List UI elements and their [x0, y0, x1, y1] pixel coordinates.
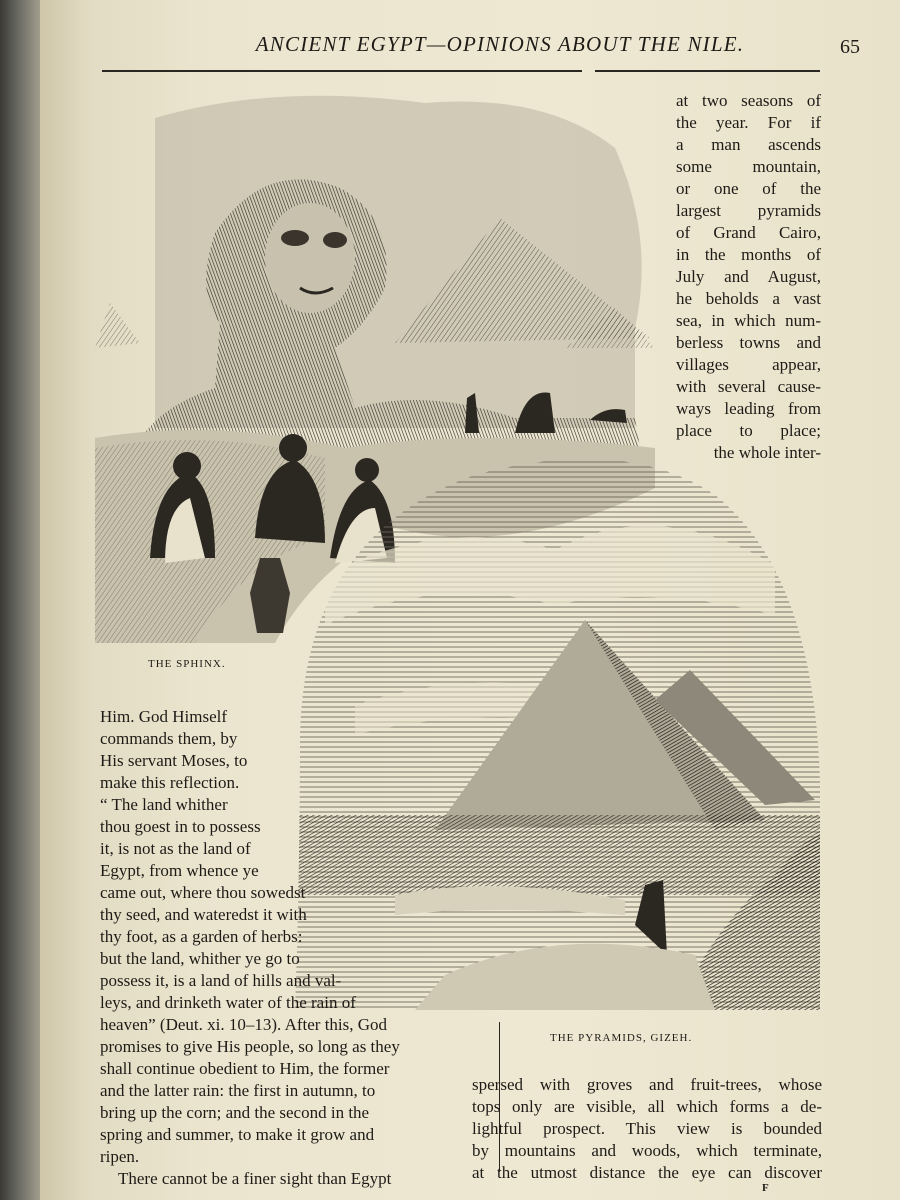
text-line: There cannot be a finer sight than Egypt	[118, 1169, 392, 1188]
text-line: thy seed, and wateredst it with	[100, 905, 307, 924]
text-line: promises to give His people, so long as they	[100, 1037, 400, 1056]
text-line: the whole inter-	[713, 443, 821, 462]
text-line: largest pyramids	[676, 201, 821, 220]
text-line: commands them, by	[100, 729, 238, 748]
text-line: some mountain,	[676, 157, 821, 176]
text-line: bring up the corn; and the second in the	[100, 1103, 370, 1122]
text-line: possess it, is a land of hills and val-	[100, 971, 342, 990]
text-line: came out, where thou sowedst	[100, 883, 306, 902]
text-line: of Grand Cairo,	[676, 223, 821, 242]
text-line: spersed with groves and fruit-trees, whose	[472, 1075, 822, 1094]
text-line: berless towns and	[676, 333, 821, 352]
signature-mark: F	[762, 1182, 769, 1194]
text-line: at two seasons of	[676, 91, 821, 110]
pyramids-caption: THE PYRAMIDS, GIZEH.	[550, 1032, 693, 1044]
text-line: with several cause-	[676, 377, 821, 396]
text-line: or one of the	[676, 179, 821, 198]
text-line: shall continue obedient to Him, the former	[100, 1059, 390, 1078]
text-line: sea, in which num-	[676, 311, 821, 330]
text-line: villages appear,	[676, 355, 821, 374]
page-number: 65	[840, 36, 860, 58]
text-line: ripen.	[100, 1147, 140, 1166]
text-line: make this reflection.	[100, 773, 240, 792]
text-line: place to place;	[676, 421, 821, 440]
book-page	[40, 0, 900, 1200]
text-line: and the latter rain: the first in autumn, to	[100, 1081, 376, 1100]
sphinx-caption: THE SPHINX.	[148, 658, 226, 670]
text-line: thou goest in to possess	[100, 817, 261, 836]
text-line: at the utmost distance the eye can discover	[472, 1163, 822, 1182]
text-line: in the months of	[676, 245, 821, 264]
text-line: Egypt, from whence ye	[100, 861, 259, 880]
right-column-bottom	[472, 1074, 822, 1184]
text-line: His servant Moses, to	[100, 751, 248, 770]
text-line: tops only are visible, all which forms a de-	[472, 1097, 822, 1116]
text-line: heaven” (Deut. xi. 10–13). After this, God	[100, 1015, 388, 1034]
text-line: leys, and drinketh water of the rain of	[100, 993, 356, 1012]
pyramids-engraving	[295, 455, 855, 1010]
text-line: the year. For if	[676, 113, 821, 132]
header-rule-left	[102, 70, 582, 72]
text-line: “ The land whither	[100, 795, 228, 814]
running-header: ANCIENT EGYPT—OPINIONS ABOUT THE NILE.	[255, 32, 745, 56]
text-line: ways leading from	[676, 399, 821, 418]
text-line: he beholds a vast	[676, 289, 821, 308]
text-line: but the land, whither ye go to	[100, 949, 300, 968]
text-line: thy foot, as a garden of herbs:	[100, 927, 303, 946]
text-line: it, is not as the land of	[100, 839, 251, 858]
text-line: July and August,	[676, 267, 821, 286]
text-line: by mountains and woods, which terminate,	[472, 1141, 822, 1160]
text-line: spring and summer, to make it grow and	[100, 1125, 375, 1144]
header-rule-right	[595, 70, 820, 72]
text-line: a man ascends	[676, 135, 821, 154]
right-column-top	[676, 90, 821, 464]
text-line: Him. God Himself	[100, 707, 228, 726]
text-line: lightful prospect. This view is bounded	[472, 1119, 822, 1138]
